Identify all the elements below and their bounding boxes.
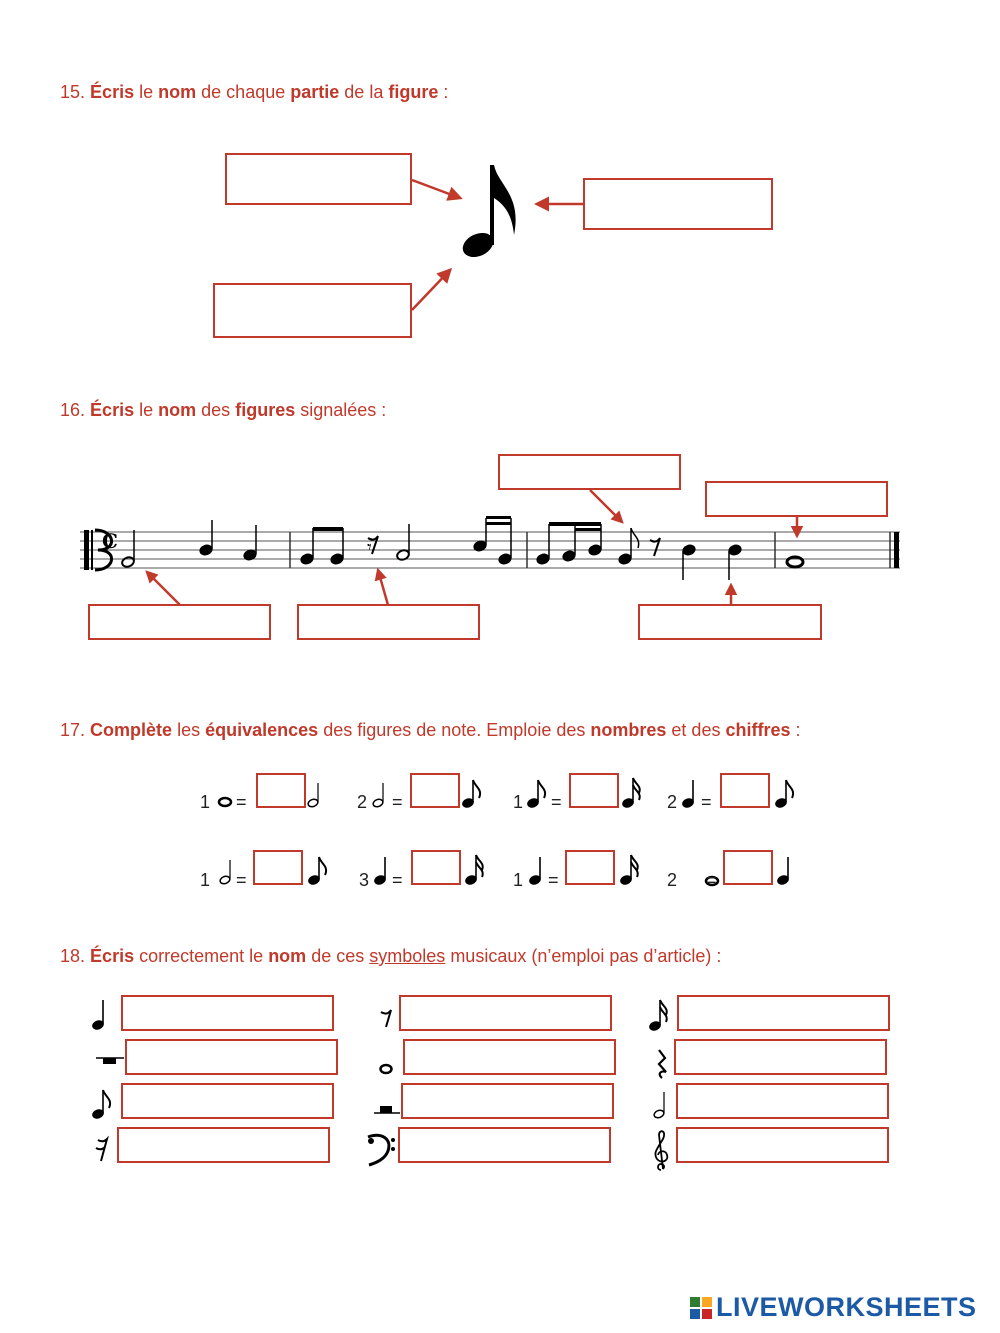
liveworksheets-logo [690, 1292, 977, 1323]
answer-box-symbol-eighth-note[interactable] [121, 1083, 334, 1119]
answer-box-symbol-half-rest[interactable] [401, 1083, 614, 1119]
eighth-rest-icon: 𝄾 [367, 537, 372, 558]
quarter-rest-icon [659, 1050, 666, 1078]
eighth-rest-icon [381, 1010, 391, 1027]
logo-icon [690, 1297, 712, 1319]
half-note-icon [653, 1092, 665, 1119]
quarter-note-icon [91, 1000, 105, 1031]
sixteenth-note-icon [648, 1000, 667, 1032]
half-rest-icon [374, 1106, 400, 1113]
eq-4-equals: = [701, 792, 712, 812]
answer-box-symbol-whole-rest[interactable] [125, 1039, 338, 1075]
eq-8-count: 2 [667, 870, 678, 890]
eq-4-count: 2 [667, 792, 678, 812]
question-15-heading: 15. Écris le nom de chaque partie de la figure : [60, 82, 449, 102]
whole-rest-icon [96, 1058, 124, 1064]
eq-8-equals: = [706, 870, 717, 890]
whole-note-icon [381, 1065, 392, 1073]
eq-3-count: 1 [513, 792, 524, 812]
answer-box-symbol-quarter-rest[interactable] [674, 1039, 887, 1075]
eq-2-count: 2 [357, 792, 368, 812]
eq-7-count: 1 [513, 870, 524, 890]
time-signature-icon: C [102, 529, 118, 553]
eq-5-equals: = [236, 870, 247, 890]
answer-box-symbol-sixteenth-rest[interactable] [117, 1127, 330, 1163]
sixteenth-rest-icon [96, 1139, 107, 1161]
eq-6-count: 3 [359, 870, 370, 890]
eq-1-count: 1 [200, 792, 211, 812]
logo-text: LIVEWORKSHEETS [716, 1292, 977, 1322]
answer-box-symbol-eighth-rest[interactable] [399, 995, 612, 1031]
eq-7-equals: = [548, 870, 559, 890]
answer-box-symbol-quarter-note[interactable] [121, 995, 334, 1031]
question-17-heading: 17. Complète les équivalences des figures de note. Emploie des nombres et des chiffres : [60, 720, 801, 740]
answer-box-symbol-sixteenth-note[interactable] [677, 995, 890, 1031]
eq-3-equals: = [551, 792, 562, 812]
eq-6-equals: = [392, 870, 403, 890]
eq-5-count: 1 [200, 870, 211, 890]
treble-clef-icon [655, 1131, 667, 1170]
bass-clef-icon [368, 1135, 395, 1165]
eighth-note-icon [91, 1090, 110, 1120]
answer-box-symbol-whole-note[interactable] [403, 1039, 616, 1075]
question-16-heading: 16. Écris le nom des figures signalées : [60, 400, 387, 420]
eq-1-equals: = [236, 792, 247, 812]
answer-box-symbol-bass-clef[interactable] [398, 1127, 611, 1163]
answer-box-symbol-treble-clef[interactable] [676, 1127, 889, 1163]
answer-box-symbol-half-note[interactable] [676, 1083, 889, 1119]
eq-2-equals: = [392, 792, 403, 812]
question-18-heading: 18. Écris correctement le nom de ces symboles musicaux (n’emploi pas d’article) : [60, 946, 722, 966]
